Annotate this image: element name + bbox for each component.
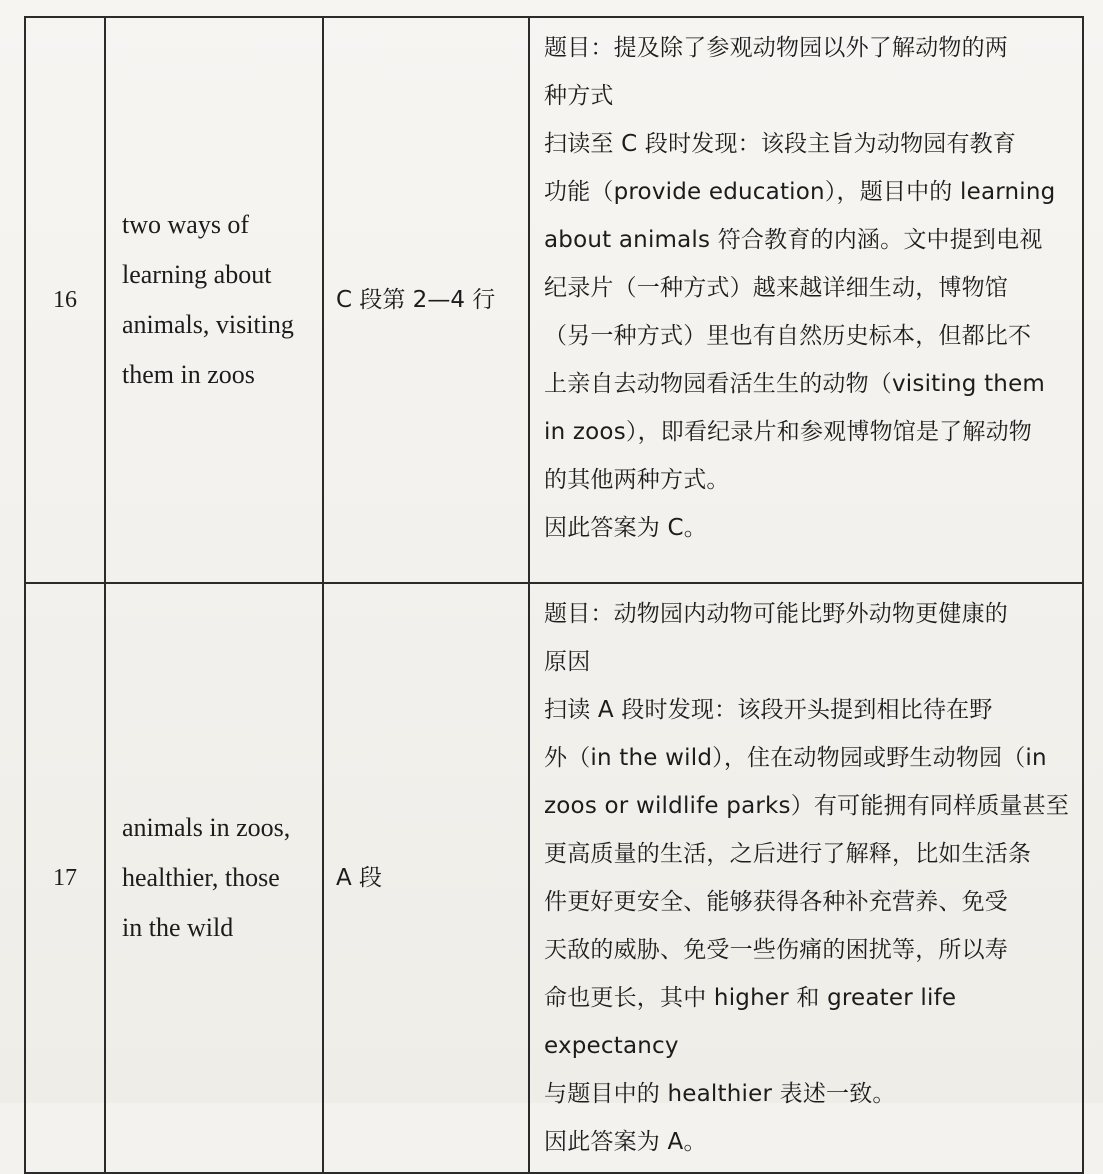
keywords-cell — [105, 583, 323, 1173]
location-cell: C 段第 2—4 行 — [323, 17, 529, 583]
explanation-line: 因此答案为 A。 — [544, 1129, 707, 1155]
question-number: 17 — [25, 583, 105, 1173]
keyword-line: learning about — [122, 260, 272, 289]
explanation-line: 因此答案为 C。 — [544, 515, 707, 541]
explanation-line: 扫读至 C 段时发现：该段主旨为动物园有教育 — [544, 131, 1017, 157]
explanation-cell — [529, 583, 1083, 1173]
explanation-line: 功能（provide education），题目中的 learning — [544, 179, 1056, 205]
explanation-line: 天敌的威胁、免受一些伤痛的困扰等，所以寿 — [544, 937, 1008, 963]
explanation-line: 题目：动物园内动物可能比野外动物更健康的 — [544, 601, 1008, 627]
keywords-cell — [105, 17, 323, 583]
explanation-line: 原因 — [544, 649, 591, 675]
keyword-line: two ways of — [122, 210, 250, 239]
explanation-line: 更高质量的生活，之后进行了解释，比如生活条 — [544, 841, 1032, 867]
keyword-line: animals in zoos, — [122, 813, 291, 842]
explanation-line: 上亲自去动物园看活生生的动物（visiting them — [544, 371, 1046, 397]
explanation-line: 件更好更安全、能够获得各种补充营养、免受 — [544, 889, 1008, 915]
explanation-line: zoos or wildlife parks）有可能拥有同样质量甚至 — [544, 793, 1070, 819]
table-row — [25, 583, 1083, 1173]
question-number: 16 — [25, 17, 105, 583]
explanation-line: 题目：提及除了参观动物园以外了解动物的两 — [544, 35, 1008, 61]
explanation-cell — [529, 17, 1083, 583]
explanation-line: 纪录片（一种方式）越来越详细生动，博物馆 — [544, 275, 1008, 301]
explanation-line: 种方式 — [544, 83, 614, 109]
explanation-line: in zoos），即看纪录片和参观博物馆是了解动物 — [544, 419, 1032, 445]
keyword-line: them in zoos — [122, 360, 255, 389]
explanation-line: 命也更长，其中 higher 和 greater life expectancy — [544, 985, 957, 1059]
explanation-line: 扫读 A 段时发现：该段开头提到相比待在野 — [544, 697, 993, 723]
table-row — [25, 17, 1083, 583]
keyword-line: healthier, those — [122, 863, 280, 892]
explanation-line: 外（in the wild），住在动物园或野生动物园（in — [544, 745, 1047, 771]
explanation-line: 的其他两种方式。 — [544, 467, 730, 493]
explanation-line: 与题目中的 healthier 表述一致。 — [544, 1081, 896, 1107]
keyword-line: in the wild — [122, 913, 234, 942]
explanation-line: about animals 符合教育的内涵。文中提到电视 — [544, 227, 1043, 253]
keyword-line: animals, visiting — [122, 310, 294, 339]
explanation-line: （另一种方式）里也有自然历史标本，但都比不 — [544, 323, 1032, 349]
answer-table — [24, 16, 1084, 1174]
location-cell: A 段 — [323, 583, 529, 1173]
